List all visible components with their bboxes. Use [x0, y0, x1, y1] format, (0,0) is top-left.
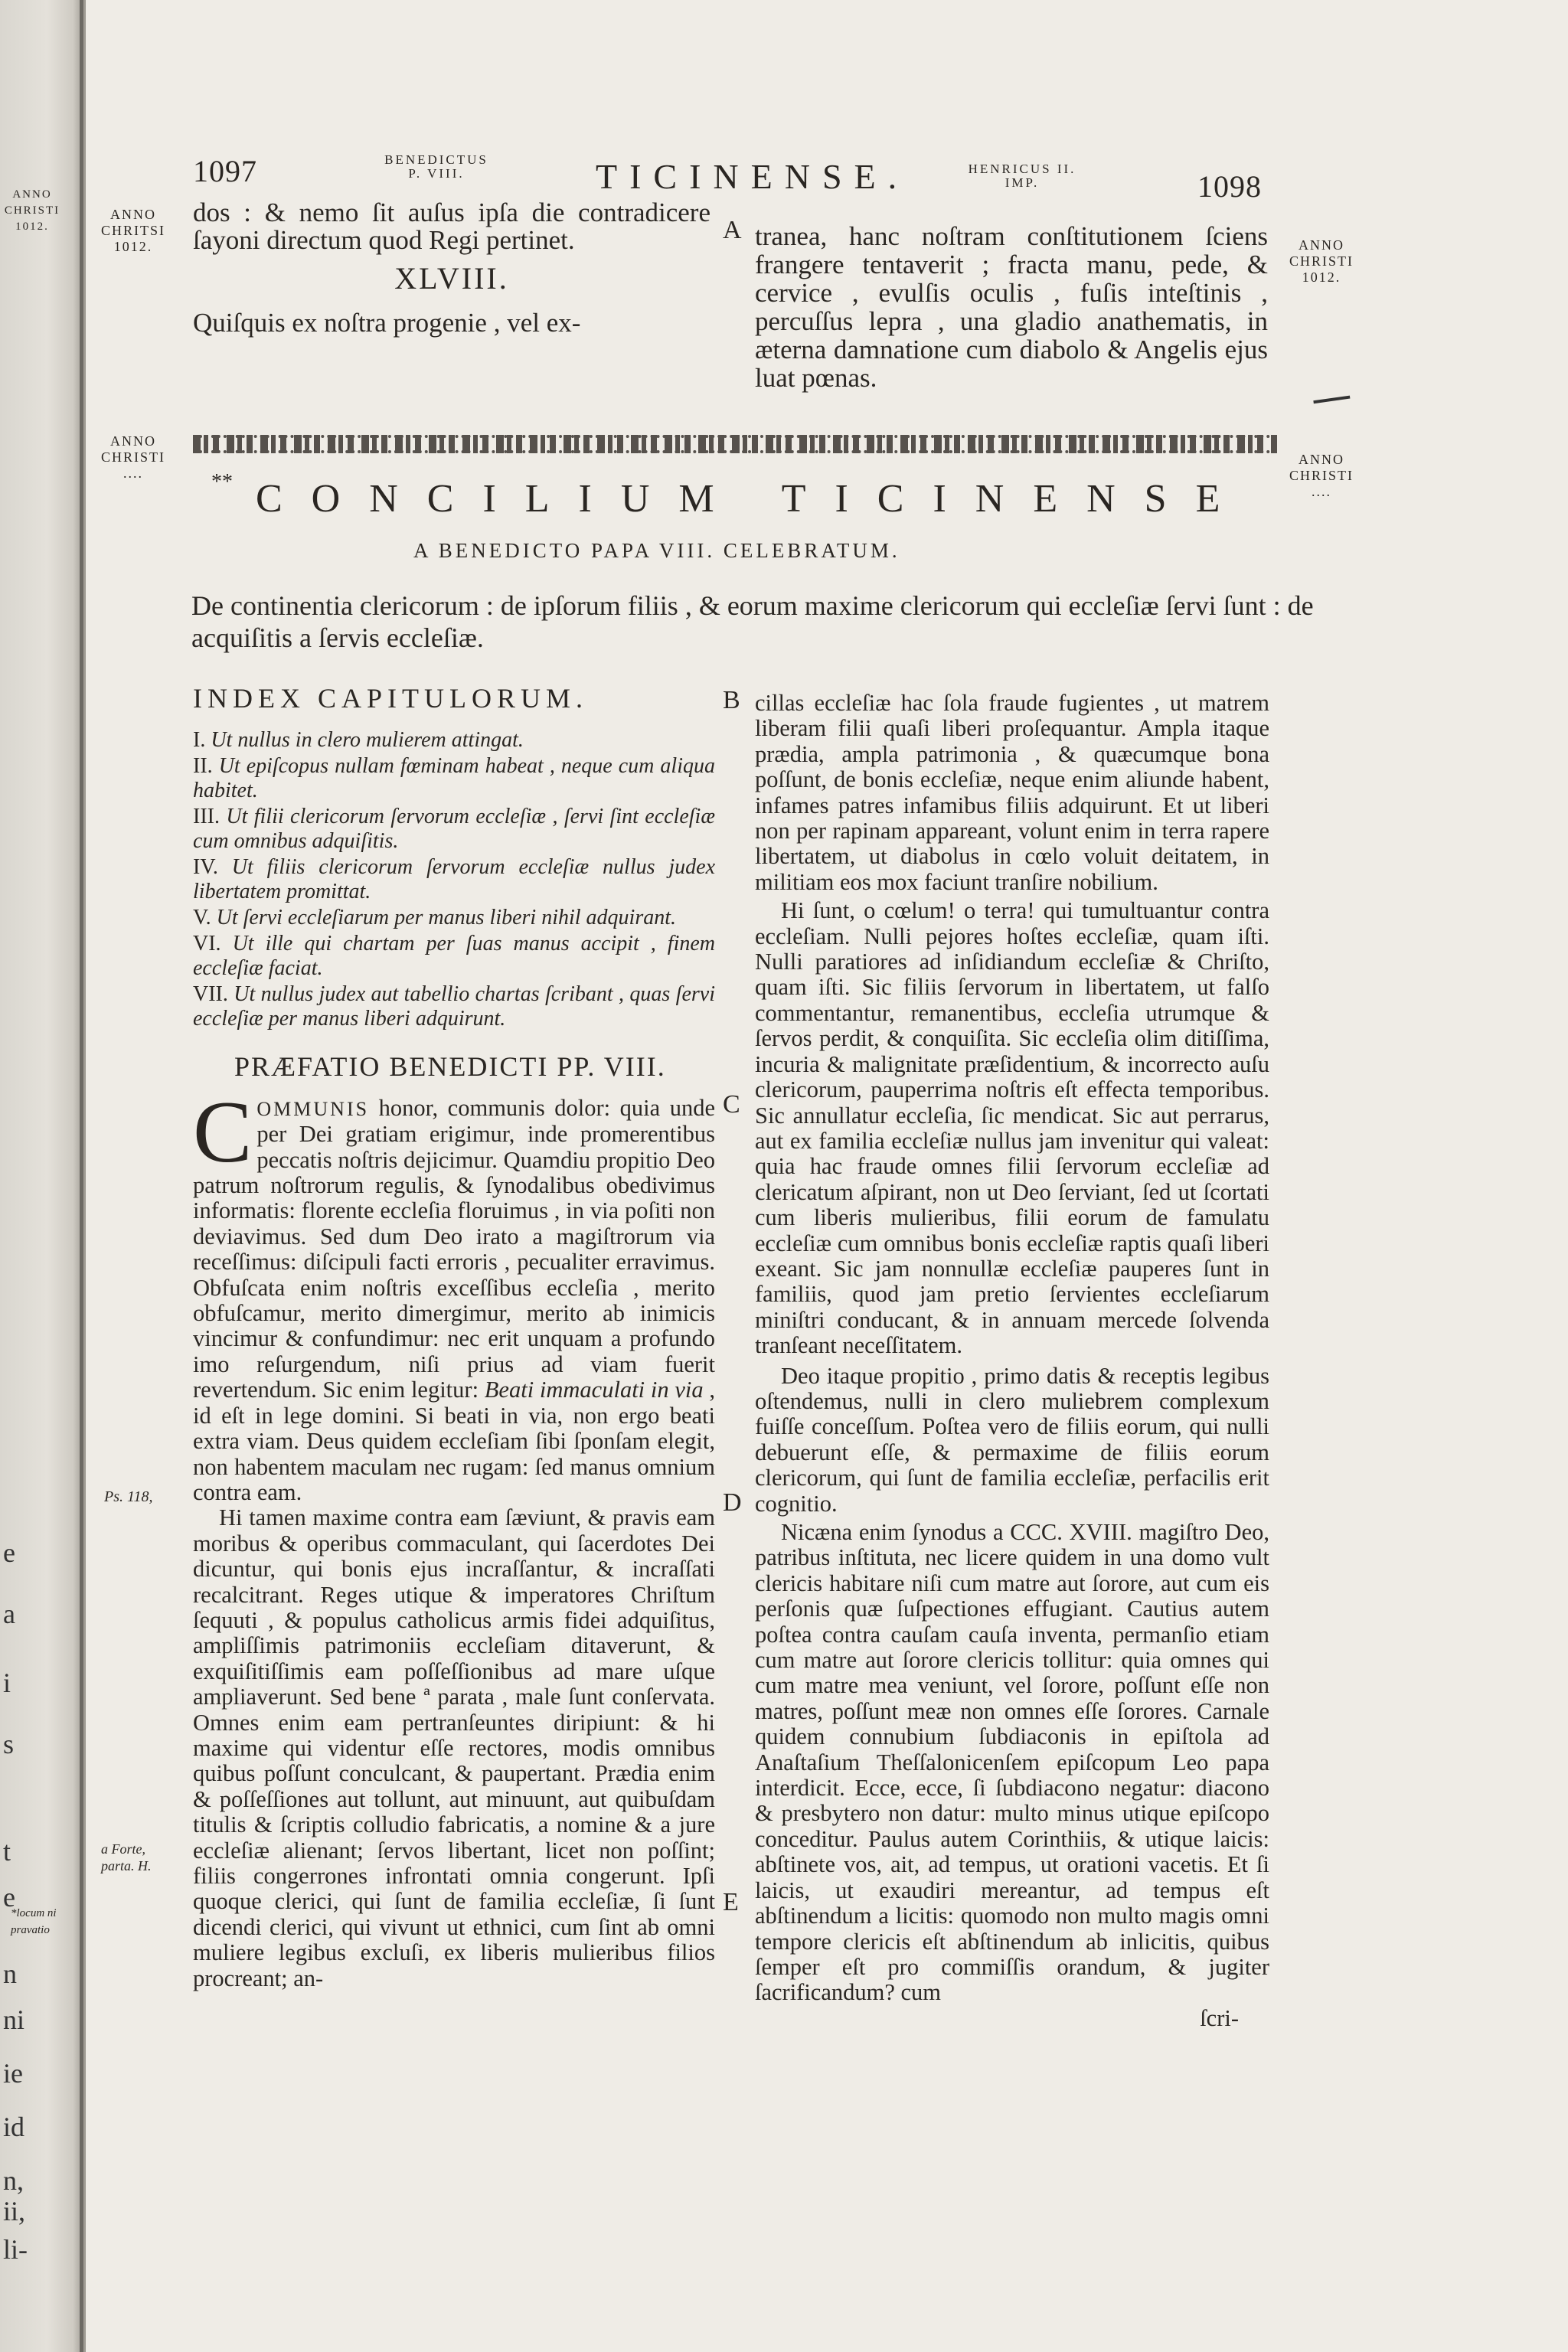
gutter-fragment: id — [3, 2112, 25, 2142]
gutter-fragment: t — [3, 1836, 11, 1867]
index-item-number: VII. — [193, 982, 234, 1007]
gutter-note: *locum ni pravatio — [11, 1907, 57, 1936]
main-title: CONCILIUM TICINENSE — [256, 477, 1250, 521]
preface-text-1b: , id eſt in lege domini. Si beati in via, non ergo beati extra viam. Deus quidem eccleſiam ſibi ſponſam elegit, non habentem maculam nec rugam: ſed manus omnium contra eam. — [193, 1377, 716, 1505]
top-left-text-2: Quiſquis ex noſtra progenie , vel ex- — [193, 308, 581, 338]
gutter-fragment: ii, — [3, 2196, 26, 2226]
index-item-number: V. — [193, 906, 217, 930]
preface-first-word: OMMUNIS — [256, 1097, 370, 1120]
gutter-fragment: li- — [3, 2234, 28, 2265]
index-item — [193, 728, 715, 753]
gutter-fragment: ie — [3, 2058, 23, 2089]
psalm-quote: Beati immaculati in via — [484, 1377, 704, 1403]
preface-paragraph-1 — [193, 1083, 716, 1506]
header-left-small: BENEDICTUS P. VIII. — [384, 152, 488, 181]
index-item — [193, 906, 715, 930]
gutter-fragment: ni — [3, 2004, 25, 2035]
index-item-number: VI. — [193, 932, 233, 956]
running-title: TICINENSE. — [596, 157, 910, 196]
ornamental-band — [193, 435, 1277, 453]
chapter-number: XLVIII. — [394, 261, 509, 296]
margin-anno-mid-right: ANNO CHRISTI .... — [1289, 452, 1354, 499]
index-item-number: II. — [193, 754, 219, 779]
section-letter-b: B — [723, 686, 740, 714]
left-page-number: 1097 — [193, 154, 257, 188]
preface-heading: PRÆFATIO BENEDICTI PP. VIII. — [234, 1051, 666, 1083]
index-item — [193, 805, 715, 854]
top-right-text: tranea, hanc noſtram conſtitutionem ſciens frangere tentaverit ; fracta manu, pede, & cervice , evulſis oculis , fuſis inteſtinis , percuſſus lepra , una gladio anathematis, in æterna damnatione cum diabolo & Angelis ejus luat pœnas. — [755, 221, 1268, 393]
index-item — [193, 932, 715, 981]
index-item — [193, 982, 715, 1031]
margin-anno-top-left: ANNO CHRITSI 1012. — [101, 207, 166, 254]
index-item-text: Ut nullus in clero mulierem attingat. — [211, 728, 524, 753]
margin-anno-top-right: ANNO CHRISTI 1012. — [1289, 237, 1354, 285]
subtitle: A BENEDICTO PAPA VIII. CELEBRATUM. — [413, 539, 900, 562]
index-item-number: I. — [193, 728, 211, 753]
binding-shadow — [80, 0, 83, 2352]
right-page-number: 1098 — [1197, 169, 1262, 204]
right-paragraph-2: Hi ſunt, o cœlum! o terra! qui tumultuantur contra eccleſiam. Nulli pejores hoſtes eccleſiæ, quam iſti. Nulli paratiores ad inſidiandum eccleſiæ & Chriſto, quam iſti. Sic filiis ſervorum in libertatem, ut falſo commentantur, remanentibus, eccleſia utrumque & ſervos perdit, & conquiſita. Sic eccleſia olim ditiſſima, incuria & malignitate præſidentium, & incorrecto auſu clericorum, pauperrima noſtris eſt effecta temporibus. Sic annullatur eccleſia, ſic mendicat. Sic aut perrarus, aut ex familia eccleſiæ nullus jam invenitur qui valeat: quia hac fraude omnes filii ſervorum eccleſiæ ad clericatum aſpirant, non ut Deo ſerviant, ſed ut ſcortati cum liberis mulieribus, filii eorum de famulatu eccleſiæ cum omnibus bonis eccleſiæ raptis quaſi liberi exeant. Sic jam nonnullæ eccleſiæ pauperes ſunt in familiis, quod jam pretio ſervientes eccleſiarum miniſtri conducant, & in annuam mercede ſolvenda tranſeant neceſſitatem. — [755, 897, 1269, 1359]
gutter-fragment: s — [3, 1729, 15, 1759]
right-paragraph-1: cillas eccleſiæ hac ſola fraude fugientes , ut matrem liberam filii quaſi liberi proſequantur. Ampla itaque prædia, ampla patrimonia , & quæcumque bona poſſunt, de bonis eccleſiæ, neque enim aliunde habent, infames patres infamibus filiis adquirunt. Et ut liberi non per rapinam appareant, volunt enim in terra rapere libertatem, ut diabolus in cœlo voluit deitatem, in militiam eos mox faciunt tranſire nobilium. — [755, 690, 1269, 895]
title-description: De continentia clericorum : de ipſorum filiis , & eorum maxime clericorum qui eccleſiæ ſervi ſunt : de acquiſitis a ſervis eccleſiæ. — [191, 590, 1314, 653]
right-paragraph-4: Nicæna enim ſynodus a CCC. XVIII. magiſtro Deo, patribus inſtituta, nec licere quidem in una domo vult clericis habitare niſi cum matre aut ſorore, aut cum eis perſonis quæ ſuſpectiones effugiant. Cautius autem poſtea contra cauſam cauſa inventa, permanſio etiam cum matre aut ſorore clericis tollitur: quia omnes qui cum matre mea veniunt, vel ſorore, poſſunt eſſe non matres, poſſunt meæ non omnes eſſe ſorores. Carnale quidem connubium ſubdiaconis in epiſtola ad Anaſtaſium Theſſalonicenſem epiſcopum Leo papa interdicit. Ecce, ecce, ſi ſubdiacono negatur: diacono & presbytero non datur: multo minus utique epiſcopo conceditur. Paulus autem Corinthiis, & utique laicis: abſtinete vos, ait, ad tempus, ut orationi vacetis. Et ſi laicis, ut exaudiri mereantur, ad tempus eſt abſtinendum a licitis: quomodo non multo magis omni tempore clericis eſt abſtinendum ab inlicitis, quibus ſemper eſt pro commiſſis orandum, & jugiter ſacrificandum? cum — [755, 1519, 1269, 2006]
index-item — [193, 754, 715, 803]
gutter-anno: ANNO CHRISTI 1012. — [4, 188, 60, 233]
preface-paragraph-2: Hi tamen maxime contra eam ſæviunt, & pravis eam moribus & operibus commaculant, qui ſacerdotes Dei dicuntur, qui bonis ejus incraſſantur, & incraſſati recalcitrant. Reges utique & imperatores Chriſtum ſequuti , & populus catholicus armis fidei adquiſitus, ampliſſimis patrimoniis eccleſiam ditaverunt, & exquiſitiſſimis eam poſſeſſionibus ad mare uſque ampliaverunt. Sed bene ª parata , male ſunt conſervata. Omnes enim eam pertranſeuntes diripiunt: & hi maxime qui videntur eſſe rectores, modis omnibus quibus poſſunt conculcant, & paupertant. Prædia enim & poſſeſſiones aut tollunt, aut minuunt, aut quibuſdam titulis & ſcriptis colludio fabricatis, a nomine & a jure eccleſiæ alienant; ſervos libertant, licet non poſſint; filiis congerrones infrontati omnia congerunt. Ipſi quoque clerici, qui ſunt de familia eccleſiæ, ſi ſunt dicendi clerici, qui vivunt ut ethnici, cum ſint ab omni muliere legibus excluſi, ex liberis mulieribus filios procreant; an- — [193, 1504, 715, 1991]
index-item-text: Ut epiſcopus nullam fœminam habeat , neque cum aliqua habitet. — [193, 754, 715, 803]
index-item-text: Ut nullus judex aut tabellio chartas ſcribant , quas ſervi eccleſiæ per manus liberi adquirunt. — [193, 982, 715, 1031]
index-item-text: Ut ille qui chartam per ſuas manus accipit , finem eccleſiæ faciat. — [193, 932, 716, 981]
section-letter-d: D — [723, 1488, 742, 1517]
index-list — [193, 728, 715, 1031]
gutter-fragment: n, — [3, 2165, 24, 2196]
top-left-text: dos : & nemo ſit auſus ipſa die contradicere ſayoni directum quod Regi pertinet. — [193, 198, 710, 255]
margin-anno-mid-left: ANNO CHRISTI .... — [101, 433, 166, 481]
gutter-fragment: e — [3, 1882, 15, 1913]
index-item-number: IV. — [193, 855, 232, 880]
preface-text-1: honor, communis dolor: quia unde per Dei gratiam erigimur, inde promerentibus peccatis noſtris dejicimur. Quamdiu propitio Deo patrum noſtrorum regulis, & ſynodalibus obedivimus informatis: florente eccleſia floruimus , in via poſiti non deviavimus. Sed dum Deo irato a magiſtrorum via receſſimus: diſcipuli facti erroris , pecualiter erravimus. Obfuſcata enim noſtris exceſſibus eccleſia , merito obfuſcamur, merito dimergimur, merito ab inimicis vincimur & confundimur: nec erit unquam a profundo imo reſurgendum, niſi prius ad viam fuerit revertendum. Sic enim legitur: — [193, 1094, 715, 1403]
gutter-fragment: i — [3, 1668, 11, 1698]
section-letter-e: E — [723, 1888, 739, 1916]
right-paragraph-3: Deo itaque propitio , primo datis & receptis legibus oſtendemus, nulli in clero muliebrem complexum fuiſſe conceſſum. Poſtea vero de filiis eorum, qui nulli debuerunt eſſe, & permaxime de filiis eorum clericorum, qui ſunt de familia eccleſiæ, perfacilis erit cognitio. — [755, 1362, 1269, 1517]
index-item — [193, 855, 715, 904]
previous-page-edge — [0, 0, 86, 2352]
index-item-text: Ut filii clericorum ſervorum eccleſiæ , ſervi ſint eccleſiæ cum omnibus adquiſitis. — [193, 805, 715, 854]
title-asterisks: ** — [211, 470, 233, 494]
margin-psalm-ref: Ps. 118, — [104, 1488, 153, 1505]
gutter-fragment: a — [3, 1599, 15, 1629]
header-right-small: HENRICUS II. IMP. — [968, 162, 1076, 190]
catchword: ſcri- — [1200, 2004, 1239, 2031]
margin-forte-note: a Forte, parta. H. — [101, 1841, 152, 1873]
page — [86, 0, 1568, 2352]
section-letter-c: C — [723, 1090, 740, 1119]
gutter-fragment: n — [3, 1958, 17, 1989]
gutter-fragment: e — [3, 1537, 15, 1568]
index-heading: INDEX CAPITULORUM. — [193, 683, 588, 714]
index-item-text: Ut ſervi eccleſiarum per manus liberi nihil adquirant. — [216, 906, 676, 930]
dropcap: C — [193, 1083, 253, 1181]
section-letter-a: A — [723, 216, 742, 244]
pointing-hand-ornament — [1312, 381, 1351, 403]
index-item-text: Ut filiis clericorum ſervorum eccleſiæ nullus judex libertatem promittat. — [193, 855, 715, 904]
index-item-number: III. — [193, 805, 227, 829]
